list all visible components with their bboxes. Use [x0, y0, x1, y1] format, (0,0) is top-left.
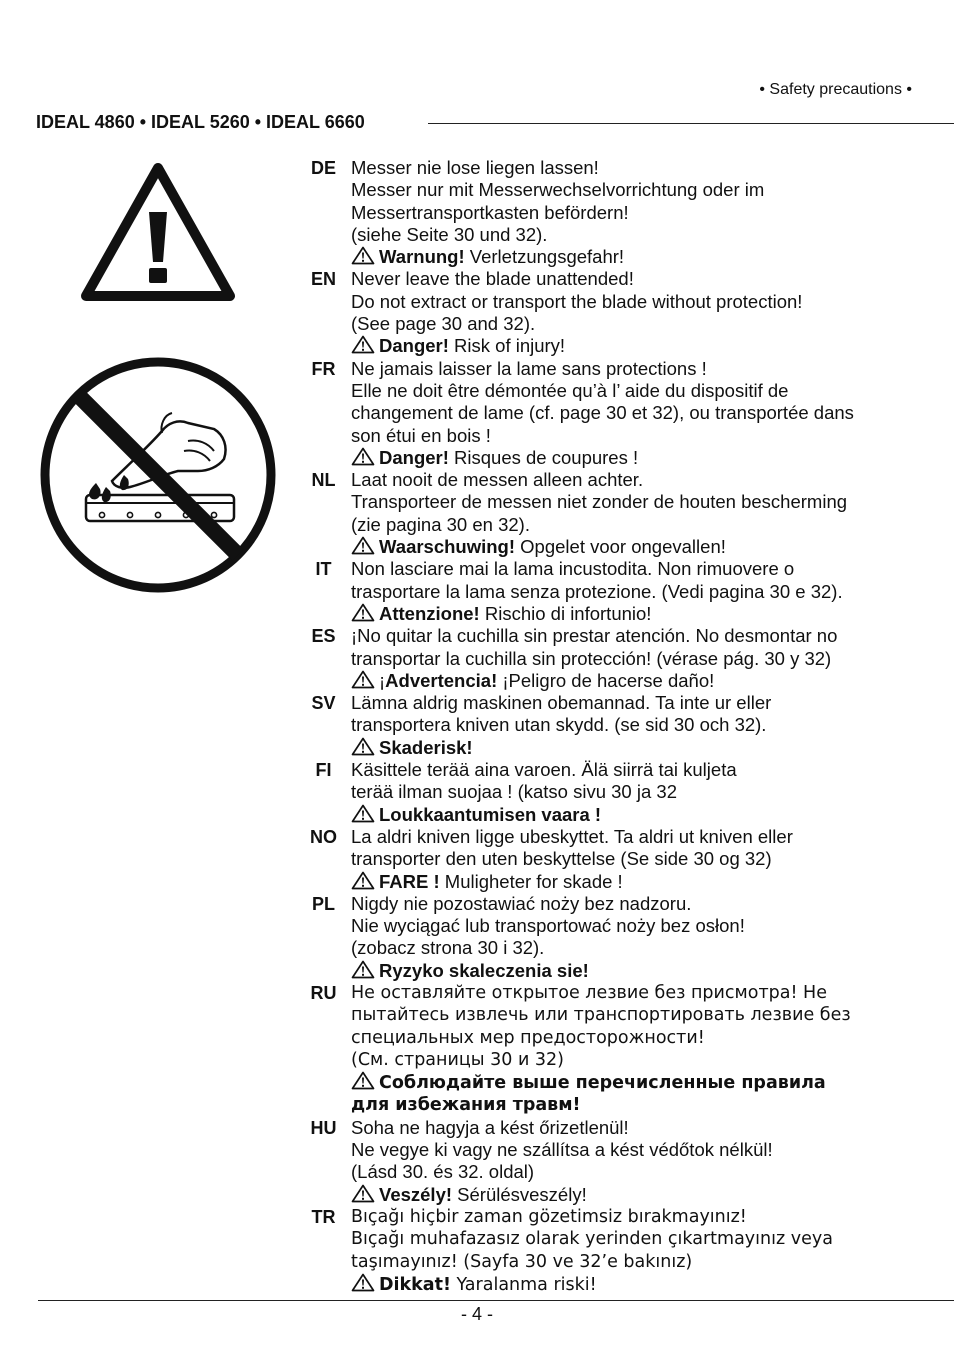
warning-triangle-icon — [351, 1071, 375, 1090]
language-code: SV — [311, 693, 336, 714]
entry-body — [351, 268, 936, 357]
entry-line: trasportare la lama senza protezione. (Vedi pagina 30 e 32). — [351, 580, 843, 602]
warning-text: Sérülésveszély! — [452, 1183, 587, 1205]
entry-line: changement de lame (cf. page 30 et 32), ou transportée dans — [351, 402, 854, 424]
entry-line: La aldri kniven ligge ubeskyttet. Ta aldri ut kniven eller — [351, 825, 793, 847]
warning-triangle-icon — [351, 670, 375, 689]
entry-fr — [296, 358, 936, 469]
entry-line: Nie wyciągać lub transportować noży bez osłon! — [351, 915, 745, 937]
safety-entries — [296, 157, 936, 1296]
entry-fi — [296, 759, 936, 826]
entry-line: Non lasciare mai la lama incustodita. Non rimuovere o — [351, 558, 795, 580]
entry-line: Never leave the blade unattended! — [351, 268, 634, 290]
warning-label: Соблюдайте выше перечисленные правила — [379, 1073, 826, 1094]
entry-line: Bıçağı hiçbir zaman gözetimsiz bırakmayınız! — [351, 1206, 747, 1227]
warning-line — [351, 335, 936, 357]
entry-body — [351, 625, 936, 692]
entry-line: Soha ne hagyja a kést őrizetlenül! — [351, 1116, 629, 1138]
entry-body — [351, 893, 936, 982]
entry-body — [351, 469, 936, 558]
entry-line: Transporteer de messen niet zonder de houten bescherming — [351, 491, 848, 513]
entry-sv — [296, 692, 936, 759]
language-code: TR — [311, 1206, 336, 1227]
warning-line — [351, 1273, 936, 1296]
warning-line — [351, 804, 936, 826]
entry-no — [296, 826, 936, 893]
warning-text: Verletzungsgefahr! — [464, 246, 625, 268]
entry-line: (Lásd 30. és 32. oldal) — [351, 1161, 535, 1183]
warning-triangle-icon — [351, 603, 375, 622]
entry-line: ¡No quitar la cuchilla sin prestar atención. No desmontar no — [351, 625, 838, 647]
language-code: ES — [311, 626, 336, 647]
warning-line — [351, 536, 936, 558]
entry-es — [296, 625, 936, 692]
general-warning-sign-icon — [78, 158, 238, 304]
entry-line: (zie pagina 30 en 32). — [351, 513, 530, 535]
warning-text: Risques de coupures ! — [448, 446, 639, 468]
warning-line — [351, 1184, 936, 1206]
entry-body — [351, 157, 936, 268]
entry-body — [351, 982, 936, 1117]
entry-line: Ne vegye ki vagy ne szállítsa a kést védőtok nélkül! — [351, 1139, 773, 1161]
entry-line: terää ilman suojaa ! (katso sivu 30 ja 32 — [351, 781, 677, 803]
entry-line: Bıçağı muhafazasız olarak yerinden çıkartmayınız veya — [351, 1229, 833, 1250]
warning-label: Warnung! — [379, 246, 465, 268]
language-code: NO — [310, 826, 337, 847]
warning-label: Danger! — [379, 335, 449, 357]
entry-line: (См. страницы 30 и 32) — [351, 1049, 564, 1070]
language-code: RU — [310, 982, 337, 1003]
entry-line: Käsittele terää aina varoen. Älä siirrä tai kuljeta — [351, 759, 737, 781]
warning-label: Skaderisk! — [379, 736, 473, 758]
warning-label: Advertencia! — [385, 669, 498, 691]
entry-line: (See page 30 and 32). — [351, 313, 536, 335]
language-code: FI — [315, 760, 332, 781]
warning-label: FARE ! — [379, 870, 440, 892]
warning-label: Dikkat! — [379, 1274, 451, 1295]
warning-label: Danger! — [379, 446, 449, 468]
entry-pl — [296, 893, 936, 982]
entry-body — [351, 1206, 936, 1296]
warning-triangle-icon — [351, 335, 375, 354]
language-code: HU — [310, 1117, 337, 1138]
warning-prefix: ¡ — [379, 669, 386, 691]
entry-line: Nigdy nie pozostawiać noży bez nadzoru. — [351, 892, 692, 914]
entry-line: Laat nooit de messen alleen achter. — [351, 469, 644, 491]
entry-line: (zobacz strona 30 i 32). — [351, 937, 545, 959]
warning-label: Loukkaantumisen vaara ! — [379, 803, 602, 825]
language-code: IT — [315, 559, 332, 580]
warning-triangle-icon — [351, 960, 375, 979]
footer-divider — [38, 1300, 954, 1301]
warning-line — [351, 246, 936, 268]
language-code: NL — [311, 470, 336, 491]
warning-triangle-icon — [351, 737, 375, 756]
entry-body — [351, 358, 936, 469]
warning-line — [351, 603, 936, 625]
entry-line: taşımayınız! (Sayfa 30 ve 32’e bakınız) — [351, 1251, 693, 1272]
entry-body — [351, 759, 936, 826]
warning-triangle-icon — [351, 1273, 375, 1292]
entry-line: Do not extract or transport the blade without protection! — [351, 290, 803, 312]
entry-hu — [296, 1117, 936, 1206]
language-code: PL — [311, 893, 335, 914]
entry-body — [351, 692, 936, 759]
warning-triangle-icon — [351, 447, 375, 466]
entry-line: son étui en bois ! — [351, 424, 491, 446]
language-code: EN — [310, 269, 336, 290]
warning-line — [351, 447, 936, 469]
page-number: - 4 - — [460, 1304, 493, 1324]
entry-line: transportera kniven utan skydd. (se sid 30 och 32). — [351, 714, 767, 736]
entry-line: специальных мер предосторожности! — [351, 1027, 705, 1048]
warning-line — [351, 960, 936, 982]
entry-line: Lämna aldrig maskinen obemannad. Ta inte ur eller — [351, 692, 772, 714]
entry-nl — [296, 469, 936, 558]
entry-de — [296, 157, 936, 268]
warning-line — [351, 871, 936, 893]
warning-label: Waarschuwing! — [379, 536, 516, 558]
entry-line: Messertransportkasten befördern! — [351, 201, 629, 223]
entry-body — [351, 1117, 936, 1206]
warning-text: Opgelet voor ongevallen! — [515, 536, 726, 558]
entry-line: Messer nur mit Messerwechselvorrichtung oder im — [351, 179, 765, 201]
entry-line: Ne jamais laisser la lame sans protections ! — [351, 357, 707, 379]
language-code: DE — [310, 158, 336, 178]
warning-line — [351, 670, 936, 692]
entry-line: Не оставляйте открытое лезвие без присмотра! Не — [351, 982, 827, 1003]
warning-text: Muligheter for skade ! — [439, 870, 623, 892]
entry-tr — [296, 1206, 936, 1296]
warning-triangle-icon — [351, 871, 375, 890]
warning-line-continued — [351, 1094, 936, 1116]
warning-label: Attenzione! — [379, 602, 480, 624]
warning-triangle-icon — [351, 1184, 375, 1203]
warning-line — [351, 1071, 936, 1094]
warning-label: Ryzyko skaleczenia sie! — [379, 959, 589, 981]
warning-line — [351, 737, 936, 759]
entry-ru — [296, 982, 936, 1117]
entry-body — [351, 558, 936, 625]
language-code: FR — [311, 358, 336, 379]
entry-en — [296, 268, 936, 357]
entry-line: transporter den uten beskyttelse (Se side 30 og 32) — [351, 848, 772, 870]
header-divider — [428, 123, 954, 124]
warning-text: Rischio di infortunio! — [479, 602, 652, 624]
no-touching-blade-prohibition-icon — [38, 355, 278, 595]
warning-text: ¡Peligro de hacerse daño! — [497, 669, 715, 691]
warning-label-continued: для избежания травм! — [351, 1095, 581, 1116]
entry-line: (siehe Seite 30 und 32). — [351, 223, 548, 245]
model-title: IDEAL 4860 • IDEAL 5260 • IDEAL 6660 — [36, 112, 365, 132]
entry-line: Elle ne doit être démontée qu’à l’ aide du dispositif de — [351, 379, 789, 401]
entry-body — [351, 826, 936, 893]
entry-line: пытайтесь извлечь или транспортировать лезвие без — [351, 1005, 851, 1026]
warning-triangle-icon — [351, 536, 375, 555]
entry-it — [296, 558, 936, 625]
warning-label: Veszély! — [379, 1183, 453, 1205]
warning-triangle-icon — [351, 804, 375, 823]
warning-text: Yaralanma riski! — [450, 1274, 597, 1295]
entry-line: Messer nie lose liegen lassen! — [351, 157, 599, 178]
warning-text: Risk of injury! — [448, 335, 566, 357]
section-label: • Safety precautions • — [759, 81, 912, 98]
entry-line: transportar la cuchilla sin protección! (vérase pág. 30 y 32) — [351, 647, 832, 669]
warning-triangle-icon — [351, 246, 375, 265]
